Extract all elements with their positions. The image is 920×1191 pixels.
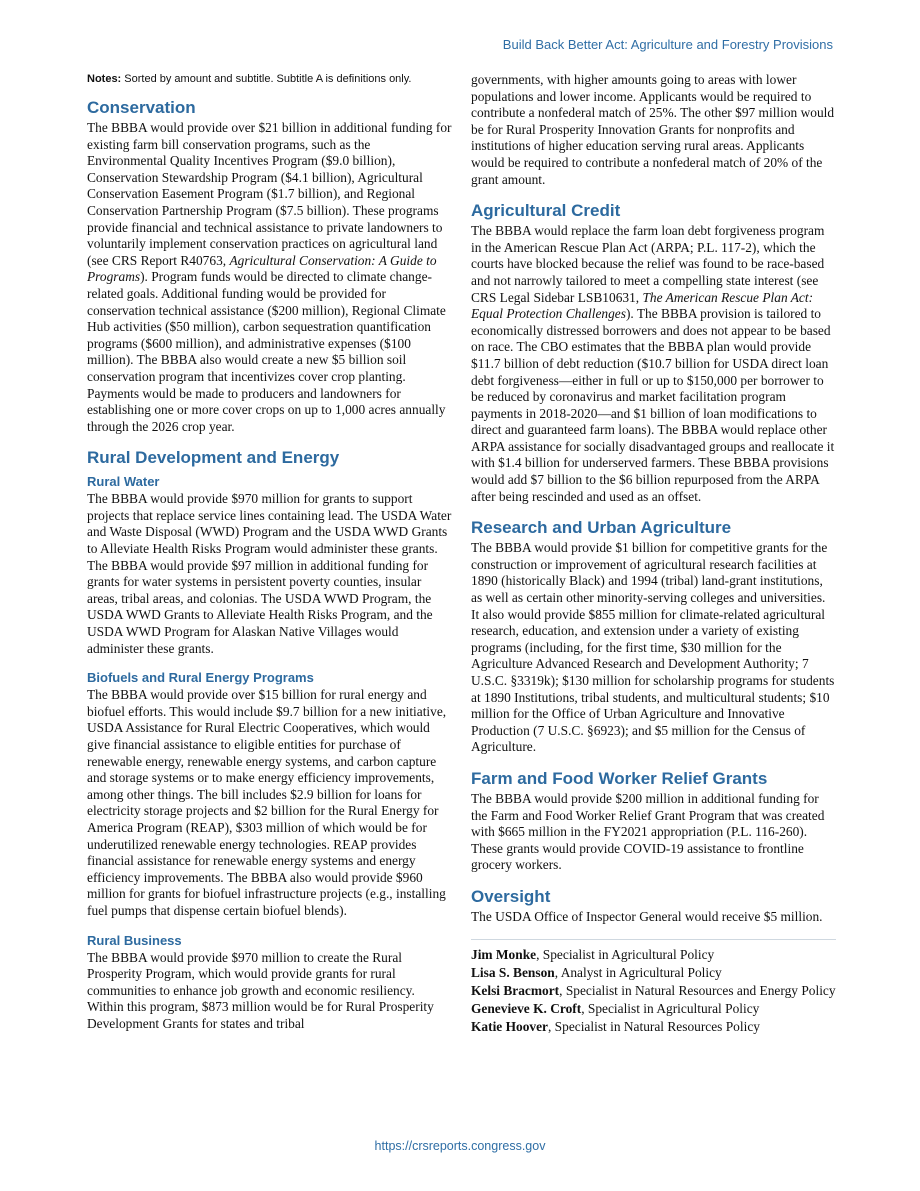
author-entry	[471, 982, 836, 1000]
author-title: , Analyst in Agricultural Policy	[554, 964, 722, 980]
rural-development-section	[87, 448, 452, 1032]
rural-business-heading: Rural Business	[87, 932, 182, 948]
author-title: , Specialist in Natural Resources Policy	[547, 1018, 760, 1034]
biofuels-subsection	[87, 670, 452, 919]
rural-business-subsection	[87, 933, 452, 1033]
research-paragraph: The BBBA would provide $1 billion for competitive grants for the construction or improvement of agricultural research facilities at 1890 (historically Black) and 1994 (tribal) land-grant institutions, as well as certain other minority-serving colleges and universities. It also would provide $855 million for climate-related agricultural research, education, and extension under a variety of existing programs (including, for the first time, $30 million for the Agriculture Advanced Research and Development Authority; 7 U.S.C. §3319k); $130 million for scholarship programs for students at 1890 Institutions, tribal students, and multicultural students; $10 million for the Office of Urban Agriculture and Innovative Production (7 U.S.C. §6923); and $5 million for the Census of Agriculture.	[471, 540, 835, 755]
rural-water-subsection	[87, 474, 452, 657]
notes-text: Sorted by amount and subtitle. Subtitle A is definitions only.	[121, 73, 412, 85]
author-name: Kelsi Bracmort	[471, 982, 560, 998]
author-title: , Specialist in Agricultural Policy	[581, 1000, 760, 1016]
conservation-text-a: The BBBA would provide over $21 billion in additional funding for existing farm bill conservation programs, such as the Environmental Quality Incentives Program ($9.0 billion), Conservation Stewardship Program ($4.1 billion), Agricultural Conservation Easement Program ($1.7 billion), and Regional Conservation Partnership Program ($7.5 billion). These programs provide financial and technical assistance to private landowners to voluntarily implement conservation practices on agricultural land (see CRS Report R40763,	[87, 120, 452, 268]
conservation-paragraph	[87, 120, 452, 435]
credit-section	[471, 201, 836, 505]
conservation-text-b: ). Program funds would be directed to climate change-related goals. Additional funding would be provided for conservation technical assistance ($200 million), Regional Climate Hub activities ($50 million), carbon sequestration quantification programs ($600 million), and administrative expenses ($100 million). The BBBA also would create a new $5 billion soil conservation program that incentivizes cover crop planting. Payments would be made to producers and landowners for establishing one or more cover crops on up to 1,000 acres annually through the 2026 crop year.	[87, 269, 446, 434]
conservation-section	[87, 98, 452, 435]
rural-water-heading: Rural Water	[87, 474, 160, 490]
relief-paragraph: The BBBA would provide $200 million in additional funding for the Farm and Food Worker Relief Grant Program that was created with $665 million in the FY2021 appropriation (P.L. 116-260). These grants would provide COVID-19 assistance to frontline grocery workers.	[471, 790, 825, 873]
author-entry	[471, 1000, 836, 1018]
author-name: Katie Hoover	[471, 1018, 548, 1034]
right-column	[471, 72, 836, 1036]
author-entry	[471, 1018, 836, 1036]
biofuels-heading: Biofuels and Rural Energy Programs	[87, 670, 314, 686]
author-name: Lisa S. Benson	[471, 964, 555, 980]
author-divider	[471, 939, 836, 940]
credit-text-b: ). The BBBA provision is tailored to economically distressed borrowers and does not appear to be based on race. The CBO estimates that the BBBA plan would provide $11.7 billion of debt reduction ($10.7 billion for USDA direct loan debt forgiveness—either in full or up to $150,000 per borrower to be reduced by coronavirus and market facilitation program payments in 2018-2020—and $1 billion of loan modifications to direct and guaranteed farm loans). The BBBA would replace other ARPA assistance for socially disadvantaged groups and reallocate it with $1.4 billion for underserved farmers. These BBBA provisions would add $7 billion to the $6 billion repurposed from the ARPA after being rescinded and used as an offset.	[471, 306, 835, 504]
oversight-paragraph: The USDA Office of Inspector General would receive $5 million.	[471, 908, 823, 924]
rural-business-paragraph: The BBBA would provide $970 million to create the Rural Prosperity Program, which would provide grants for rural communities to enhance job growth and economic resiliency. Within this program, $873 million would be for Rural Prosperity Development Grants for states and tribal	[87, 949, 434, 1031]
table-notes	[87, 72, 452, 86]
credit-paragraph	[471, 223, 836, 505]
oversight-heading: Oversight	[471, 886, 551, 906]
credit-sidebar-title: The American Rescue Plan Act: Equal Protection Challenges	[471, 289, 814, 322]
conservation-heading: Conservation	[87, 98, 196, 117]
conservation-report-title: Agricultural Conservation: A Guide to Programs	[87, 252, 437, 285]
rural-business-continued: governments, with higher amounts going to areas with lower populations and lower income. Applicants would be required to contribute a nonfederal match of 25%. The other $97 million would be for Rural Prosperity Innovation Grants for nonprofits and institutions of higher education serving rural areas. Applicants would be required to contribute a nonfederal match of 20% of the grant amount.	[471, 72, 835, 187]
rural-water-paragraph: The BBBA would provide $970 million for grants to support projects that replace service lines containing lead. The USDA Water and Waste Disposal (WWD) Program and the USDA WWD Grants to Alleviate Health Risks Program would administer these grants. The BBBA would provide $97 million in additional funding for grants for water systems in persistent poverty counties, insular areas, tribal areas, and colonias. The USDA WWD Program, the USDA WWD Grants to Alleviate Health Risks Program, and the USDA WWD Program for Alaskan Native Villages would administer these grants.	[87, 491, 452, 656]
left-column	[87, 72, 452, 1046]
relief-heading: Farm and Food Worker Relief Grants	[471, 768, 768, 788]
relief-section	[471, 769, 836, 874]
credit-text-a: The BBBA would replace the farm loan debt forgiveness program in the American Rescue Plan Act (ARPA; P.L. 117-2), which the courts have blocked because the relief was found to be race-based and not narrowly tailored to meet a compelling state interest (see CRS Legal Sidebar LSB10631,	[471, 223, 825, 305]
author-entry	[471, 946, 836, 964]
credit-heading: Agricultural Credit	[471, 201, 621, 221]
author-title: , Specialist in Natural Resources and Energy Policy	[559, 982, 836, 998]
biofuels-paragraph: The BBBA would provide over $15 billion for rural energy and biofuel efforts. This would include $9.7 billion for a new initiative, USDA Assistance for Rural Electric Cooperatives, which would give financial assistance to eligible entities for purchase of renewable energy, renewable energy systems, and carbon capture and storage systems or to make energy efficiency improvements, among other things. The bill includes $2.9 billion for loans for electricity storage projects and $2 billion for the Rural Energy for America Program (REAP), $303 million of which would be for underutilized renewable energy technologies. REAP provides financial assistance for renewable energy systems and energy efficiency improvements. The BBBA also would provide $960 million for grants for biofuel infrastructure projects (e.g., installing fuel pumps that dispense certain biofuel blends).	[87, 687, 447, 918]
running-header: Build Back Better Act: Agriculture and Forestry Provisions	[502, 37, 833, 52]
research-section	[471, 518, 836, 756]
notes-label: Notes:	[87, 73, 122, 85]
footer-url[interactable]: https://crsreports.congress.gov	[374, 1139, 546, 1153]
author-title: , Specialist in Agricultural Policy	[536, 946, 715, 962]
author-list	[471, 946, 836, 1036]
author-entry	[471, 964, 836, 982]
author-name: Genevieve K. Croft	[471, 1000, 582, 1016]
oversight-section	[471, 887, 836, 926]
author-name: Jim Monke	[471, 946, 537, 962]
research-heading: Research and Urban Agriculture	[471, 518, 732, 538]
rural-development-heading: Rural Development and Energy	[87, 448, 340, 468]
